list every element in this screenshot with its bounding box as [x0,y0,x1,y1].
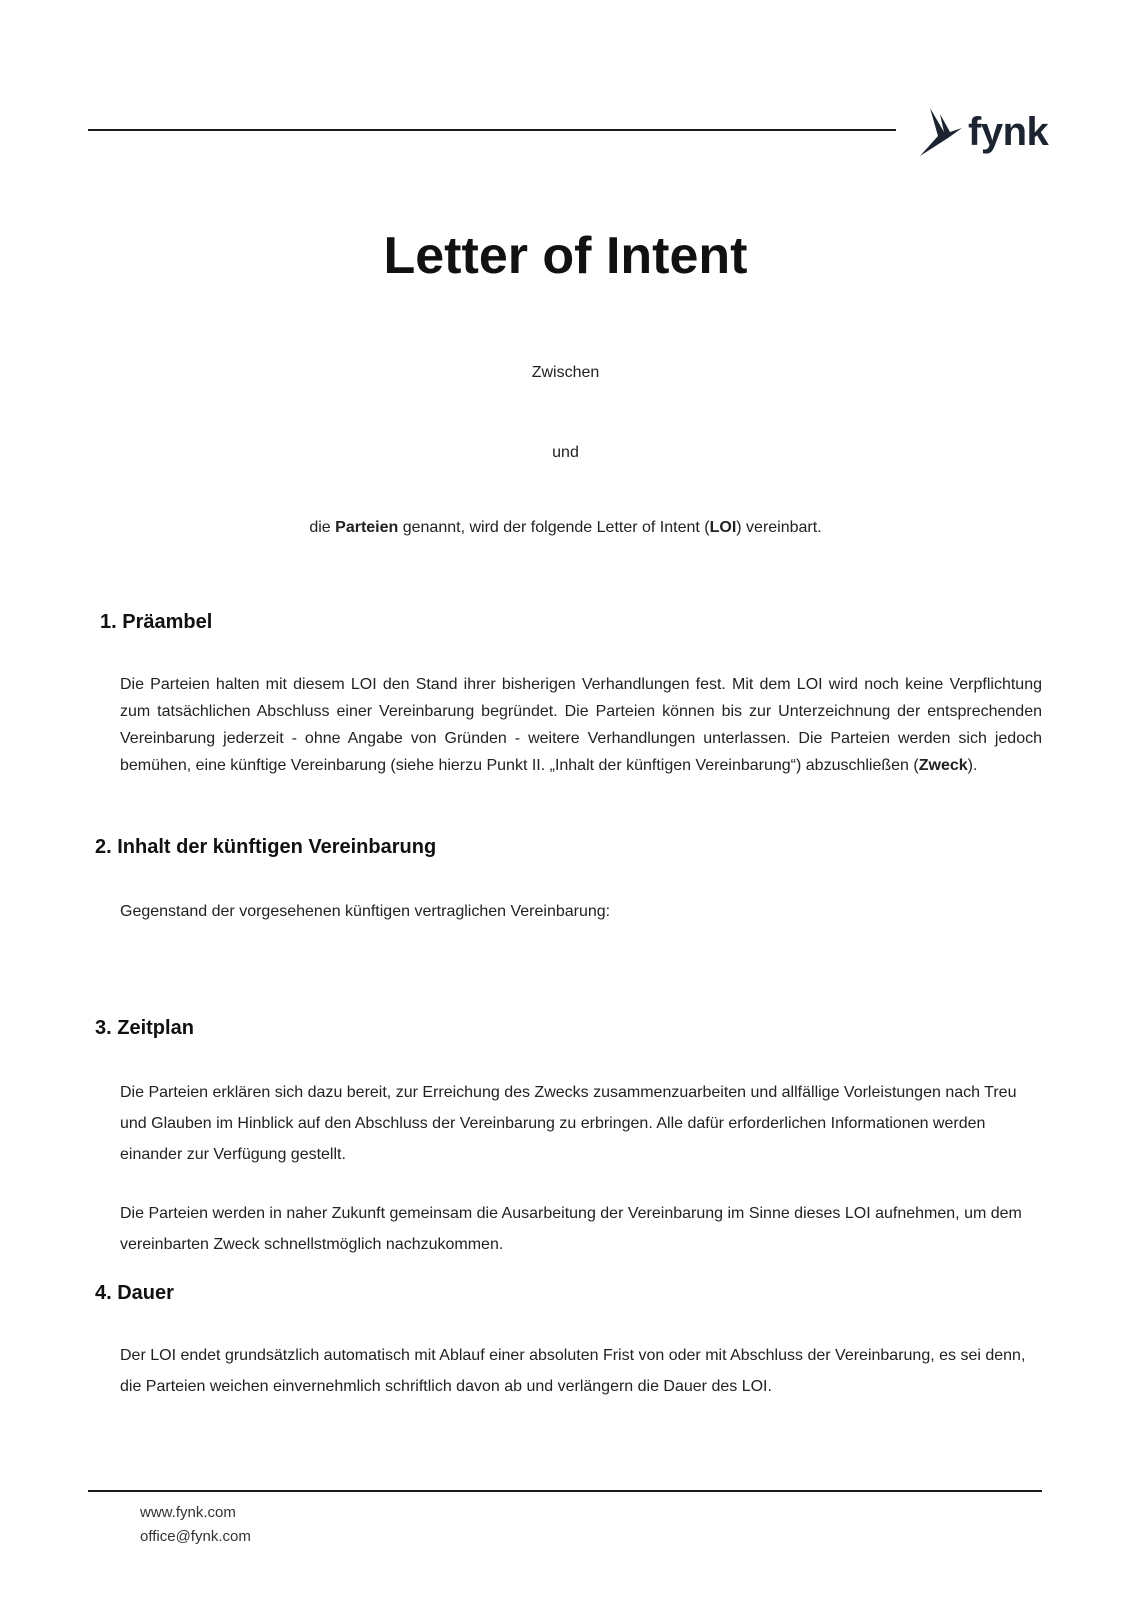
preamble-text: Die Parteien halten mit diesem LOI den Stand ihrer bisherigen Verhandlungen fest. Mit dem LOI wird noch keine Verpflichtung zum tatsächlichen Abschluss einer Vereinbarung begründet. Die Parteien können bis zur Unterzeichnung der entsprechenden Vereinbarung jederzeit - ohne Angabe von Gründen - weitere Verhandlungen unterlassen. Die Parteien werden sich jedoch bemühen, eine künftige Vereinbarung (siehe hierzu Punkt II. „Inhalt der künftigen Vereinbarung“) abzuschließen ( [120,676,1042,774]
brand-logo [918,104,1048,160]
section-heading-content: 2. Inhalt der künftigen Vereinbarung [95,836,437,858]
logo-wordmark: fynk [968,110,1049,154]
preamble-text-end: ). [967,757,978,774]
document-title: Letter of Intent [383,227,748,285]
parties-text-mid: genannt, wird der folgende Letter of Intent ( [398,519,710,536]
parties-term: Parteien [335,519,399,536]
parties-text-pre: die [309,519,336,536]
section-heading-schedule: 3. Zeitplan [95,1017,194,1039]
parties-text-post: ) vereinbart. [736,519,822,536]
footer-email-link[interactable]: office@fynk.com [140,1528,251,1545]
section-text-schedule-2: Die Parteien werden in naher Zukunft gemeinsam die Ausarbeitung der Vereinbarung im Sinne dieses LOI aufnehmen, um dem vereinbarten Zweck schnellstmöglich nachzukommen. [120,1205,1022,1253]
bird-icon [918,106,964,158]
section-heading-duration: 4. Dauer [95,1282,174,1304]
footer-website-link[interactable]: www.fynk.com [140,1504,236,1521]
between-label: Zwischen [531,364,600,381]
purpose-term: Zweck [918,757,968,774]
header-divider [88,129,896,131]
parties-statement [0,519,1131,537]
section-text-duration: Der LOI endet grundsätzlich automatisch mit Ablauf einer absoluten Frist von oder mit Abschluss der Vereinbarung, es sei denn, die Parteien weichen einvernehmlich schriftlich davon ab und verlängern die Dauer des LOI. [120,1347,1026,1395]
section-heading-preamble: 1. Präambel [100,611,213,633]
section-text-schedule-1: Die Parteien erklären sich dazu bereit, zur Erreichung des Zwecks zusammenzuarbeiten und allfällige Vorleistungen nach Treu und Glauben im Hinblick auf den Abschluss der Vereinbarung zu erbringen. Alle dafür erforderlichen Informationen werden einander zur Verfügung gestellt. [120,1084,1017,1163]
footer-divider [88,1490,1042,1492]
loi-term: LOI [709,519,737,536]
section-text-content: Gegenstand der vorgesehenen künftigen vertraglichen Vereinbarung: [120,903,611,920]
section-text-preamble [120,671,1042,779]
and-label: und [552,444,579,461]
